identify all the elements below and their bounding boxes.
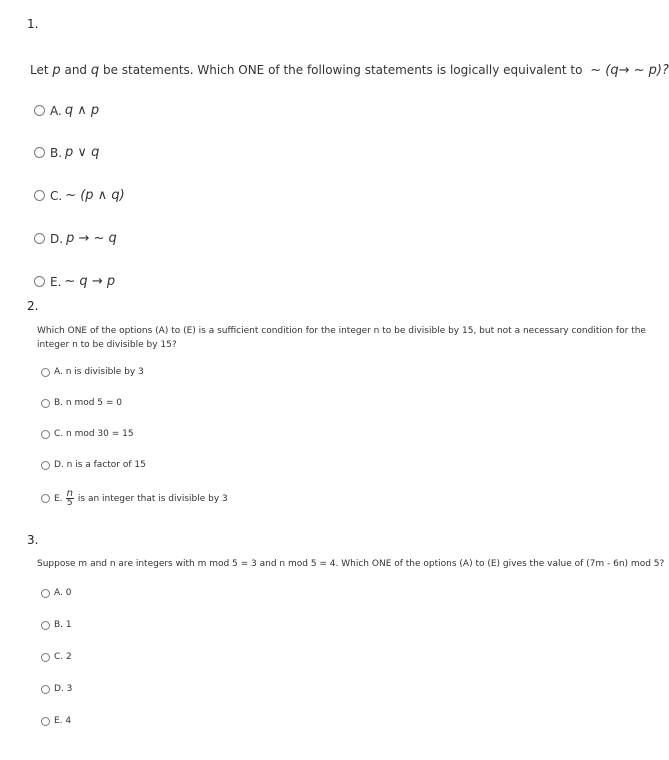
option-text: D. 3 — [54, 684, 73, 694]
option-expression: ~ (p ∧ q) — [65, 188, 125, 203]
radio-button[interactable] — [41, 653, 50, 662]
q1-var-q: q — [90, 63, 100, 78]
radio-button[interactable] — [41, 461, 50, 470]
question-1-text — [30, 63, 669, 78]
q2-option-c[interactable] — [41, 429, 134, 439]
option-label: D. — [50, 231, 64, 246]
radio-button[interactable] — [41, 589, 50, 598]
q1-option-d[interactable] — [34, 231, 117, 246]
q1-var-p: p — [52, 63, 61, 78]
q1-option-e[interactable] — [34, 274, 115, 289]
question-1-number: 1. — [27, 17, 39, 31]
option-text: A. n is divisible by 3 — [54, 367, 144, 377]
question-3-text: Suppose m and n are integers with m mod 5 = 3 and n mod 5 = 4. Which ONE of the options (A) to (E) gives the value of (7m - 6n) mod 5? — [37, 559, 665, 569]
option-text: B. 1 — [54, 620, 72, 630]
option-expression: ~ q → p — [64, 274, 116, 289]
q3-option-b[interactable] — [41, 620, 72, 630]
radio-button[interactable] — [41, 399, 50, 408]
radio-button[interactable] — [41, 621, 50, 630]
option-label: E. — [50, 274, 62, 289]
q3-option-a[interactable] — [41, 588, 71, 598]
question-3-number: 3. — [27, 533, 39, 547]
option-label: C. — [50, 188, 63, 203]
option-label: A. — [50, 103, 62, 118]
option-label: E. — [54, 493, 63, 504]
option-expression: p → ~ q — [66, 231, 117, 246]
q1-text-part: be statements. Which ONE of the following statements is logically equivalent to — [99, 63, 587, 77]
option-expression: p ∨ q — [65, 145, 100, 160]
option-text: A. 0 — [54, 588, 72, 598]
radio-button[interactable] — [41, 685, 50, 694]
fraction-n-over-5 — [66, 489, 74, 508]
question-2-number: 2. — [27, 299, 39, 313]
option-text: C. 2 — [54, 652, 72, 662]
q1-option-a[interactable] — [34, 103, 99, 118]
radio-button[interactable] — [34, 276, 45, 287]
option-text: C. n mod 30 = 15 — [54, 429, 134, 439]
q1-option-c[interactable] — [34, 188, 125, 203]
option-label: B. — [50, 145, 63, 160]
fraction-numerator: n — [66, 488, 73, 499]
option-text: B. n mod 5 = 0 — [54, 398, 123, 408]
q1-target-expression: ~ (q→ ~ p)? — [590, 63, 669, 78]
q3-option-c[interactable] — [41, 652, 72, 662]
radio-button[interactable] — [34, 105, 45, 116]
radio-button[interactable] — [41, 494, 50, 503]
q2-option-a[interactable] — [41, 367, 144, 377]
radio-button[interactable] — [34, 190, 45, 201]
option-text: E. 4 — [54, 716, 72, 726]
radio-button[interactable] — [41, 717, 50, 726]
option-text: is an integer that is divisible by 3 — [77, 493, 228, 504]
radio-button[interactable] — [41, 430, 50, 439]
radio-button[interactable] — [34, 233, 45, 244]
q1-text-part: Let — [30, 63, 53, 77]
q2-option-d[interactable] — [41, 460, 146, 470]
question-2-text: Which ONE of the options (A) to (E) is a sufficient condition for the integer n to be divisible by 15, but not a necessary condition for the integer n to be divisible by 15? — [37, 326, 646, 350]
q2-option-e[interactable] — [41, 489, 228, 508]
q1-option-b[interactable] — [34, 145, 99, 160]
q3-option-e[interactable] — [41, 716, 71, 726]
q1-text-part: and — [60, 63, 91, 77]
option-expression: q ∧ p — [64, 103, 100, 118]
q3-option-d[interactable] — [41, 684, 72, 694]
q2-option-b[interactable] — [41, 398, 122, 408]
option-text: D. n is a factor of 15 — [54, 460, 146, 470]
fraction-denominator: 5 — [66, 498, 73, 508]
radio-button[interactable] — [34, 147, 45, 158]
radio-button[interactable] — [41, 368, 50, 377]
